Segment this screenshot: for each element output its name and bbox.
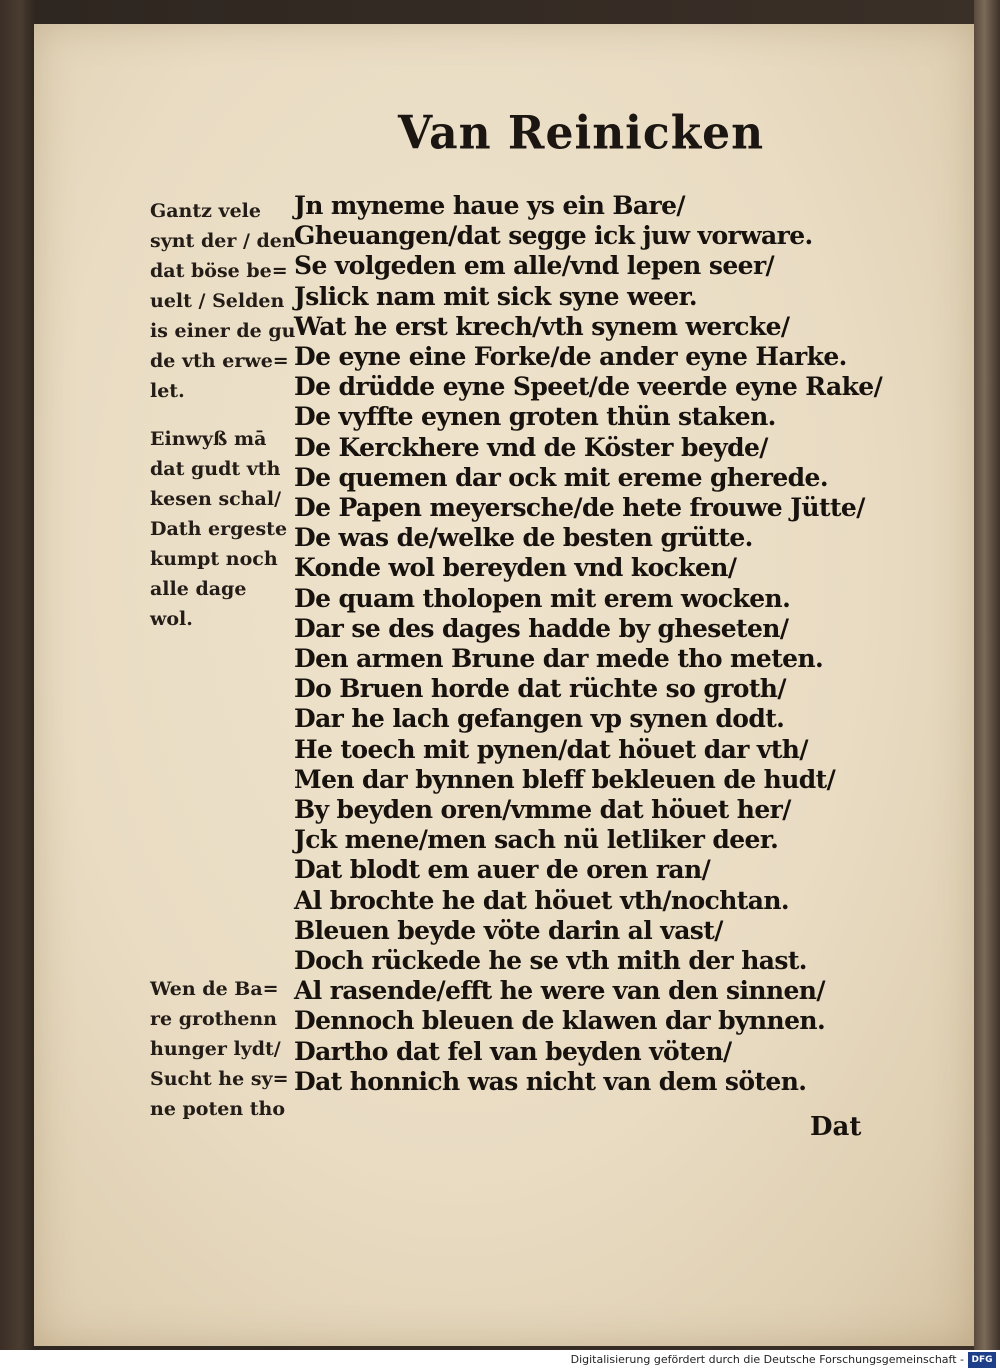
footer-credit: Digitalisierung gefördert durch die Deutsche Forschungsgemeinschaft - bbox=[570, 1353, 964, 1366]
verse-line: Gheuangen/dat segge ick juw vorware. bbox=[294, 221, 813, 251]
note-line: alle dage bbox=[150, 578, 247, 600]
margin-note-2 bbox=[150, 424, 300, 634]
verse-line: By beyden oren/vmme dat höuet her/ bbox=[294, 795, 791, 825]
verse-line: Den armen Brune dar mede tho meten. bbox=[294, 644, 824, 674]
catchword: Dat bbox=[810, 1112, 862, 1142]
verse-line: Konde wol bereyden vnd kocken/ bbox=[294, 553, 737, 583]
note-line: synt der / den bbox=[150, 230, 296, 252]
verse-line: Wat he erst krech/vth synem wercke/ bbox=[294, 311, 790, 341]
page-heading: Van Reinicken bbox=[398, 106, 765, 161]
note-line: dat böse be= bbox=[150, 260, 288, 282]
verse-line: Al rasende/efft he were van den sinnen/ bbox=[294, 976, 825, 1006]
verse-line: Bleuen beyde vöte darin al vast/ bbox=[294, 915, 723, 945]
note-line: Sucht he sy= bbox=[150, 1068, 289, 1090]
verse-line: Al brochte he dat höuet vth/nochtan. bbox=[294, 885, 790, 915]
verse-line: De Kerckhere vnd de Köster beyde/ bbox=[294, 432, 768, 462]
dfg-logo[interactable]: DFG bbox=[968, 1352, 996, 1368]
verse-line: De eyne eine Forke/de ander eyne Harke. bbox=[294, 342, 847, 372]
verse-line: Doch rückede he se vth mith der hast. bbox=[294, 946, 807, 976]
note-line: wol. bbox=[150, 608, 193, 630]
verse-line: De quam tholopen mit erem wocken. bbox=[294, 583, 791, 613]
verse-line: Do Bruen horde dat rüchte so groth/ bbox=[294, 674, 786, 704]
margin-notes bbox=[150, 196, 300, 1120]
note-line: Einwyß mā bbox=[150, 428, 267, 450]
verse-line: Dennoch bleuen de klawen dar bynnen. bbox=[294, 1006, 826, 1036]
verse-block bbox=[294, 191, 883, 1097]
note-line: hunger lydt/ bbox=[150, 1038, 281, 1060]
verse-line: Jck mene/men sach nü letliker deer. bbox=[294, 825, 779, 855]
verse-line: Jn myneme haue ys ein Bare/ bbox=[294, 191, 685, 220]
verse-line: De Papen meyersche/de hete frouwe Jütte/ bbox=[294, 493, 865, 523]
verse-line: De quemen dar ock mit ereme gherede. bbox=[294, 462, 828, 492]
note-line: de vth erwe= bbox=[150, 350, 289, 372]
note-line: is einer de gu bbox=[150, 320, 296, 342]
note-line: ne poten tho bbox=[150, 1098, 286, 1120]
note-line: kesen schal/ bbox=[150, 488, 282, 510]
note-line: Dath ergeste bbox=[150, 518, 288, 540]
verse-line: Men dar bynnen bleff bekleuen de hudt/ bbox=[294, 764, 836, 794]
verse-line: Jslick nam mit sick syne weer. bbox=[294, 281, 697, 311]
note-line: Wen de Ba= bbox=[150, 978, 279, 1000]
verse-line: De vyffte eynen groten thün staken. bbox=[294, 402, 776, 432]
verse-line: Dar he lach gefangen vp synen dodt. bbox=[294, 704, 785, 734]
verse-line: Dartho dat fel van beyden vöten/ bbox=[294, 1036, 732, 1066]
verse-line: Dat honnich was nicht van dem söten. bbox=[294, 1066, 807, 1096]
note-line: re grothenn bbox=[150, 1008, 277, 1030]
verse-line: Dat blodt em auer de oren ran/ bbox=[294, 855, 711, 885]
note-line: kumpt noch bbox=[150, 548, 278, 570]
note-line: Gantz vele bbox=[150, 200, 261, 222]
note-line: uelt / Selden bbox=[150, 290, 285, 312]
book-edge bbox=[974, 0, 1000, 1350]
verse-line: Se volgeden em alle/vnd lepen seer/ bbox=[294, 251, 775, 281]
note-line: dat gudt vth bbox=[150, 458, 281, 480]
margin-note-1 bbox=[150, 196, 300, 406]
margin-note-3 bbox=[150, 974, 288, 1124]
verse-line: Dar se des dages hadde by gheseten/ bbox=[294, 613, 789, 643]
note-line: let. bbox=[150, 380, 185, 402]
verse-line: De was de/welke de besten grütte. bbox=[294, 523, 753, 553]
verse-line: He toech mit pynen/dat höuet dar vth/ bbox=[294, 734, 808, 764]
verse-line: De drüdde eyne Speet/de veerde eyne Rake/ bbox=[294, 372, 883, 402]
footer-bar bbox=[0, 1350, 1000, 1371]
